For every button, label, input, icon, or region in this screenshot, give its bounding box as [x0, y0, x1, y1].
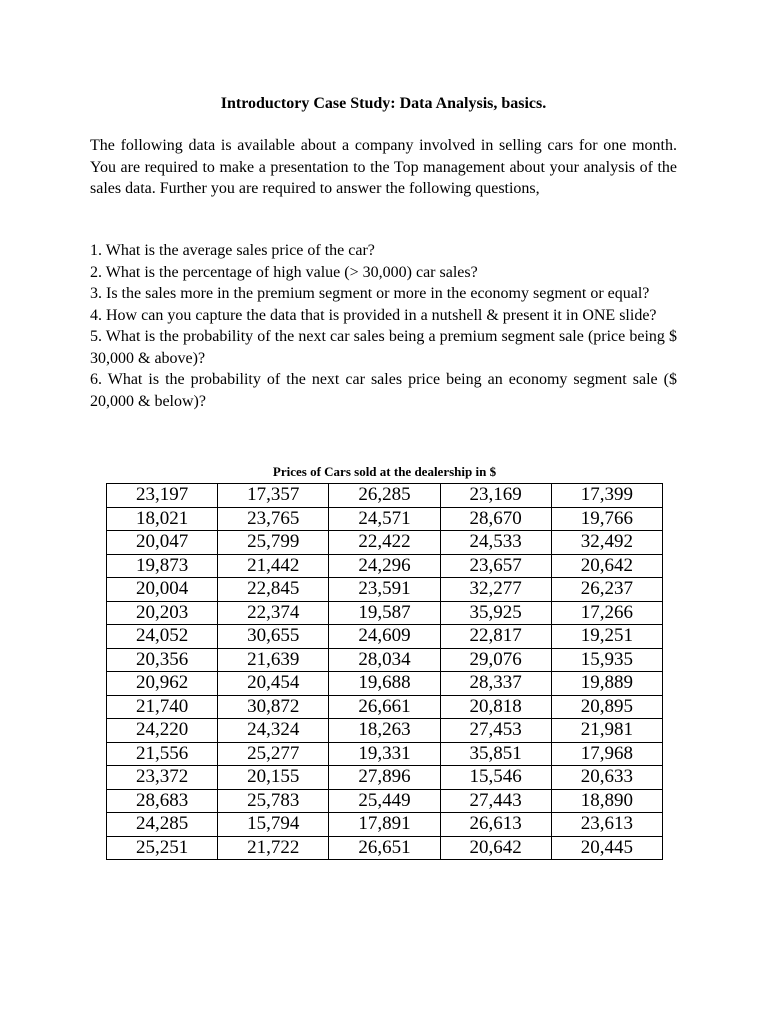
- table-row: [107, 789, 663, 813]
- price-cell: 30,872: [218, 695, 329, 719]
- price-cell: 20,356: [107, 648, 218, 672]
- price-cell: 20,155: [218, 766, 329, 790]
- price-cell: 15,546: [440, 766, 551, 790]
- price-cell: 15,794: [218, 813, 329, 837]
- price-cell: 20,962: [107, 672, 218, 696]
- price-cell: 19,251: [551, 625, 662, 649]
- price-cell: 17,968: [551, 742, 662, 766]
- price-cell: 19,688: [329, 672, 440, 696]
- question-item: 6. What is the probability of the next car sales price being an economy segment sale ($ 20,000 & below)?: [90, 371, 677, 410]
- intro-paragraph: The following data is available about a company involved in selling cars for one month. You are required to make a presentation to the Top management about your analysis of the sales data. Further you are required to answer the following questions,: [90, 137, 677, 197]
- question-item: 1. What is the average sales price of the car?: [90, 242, 375, 259]
- price-cell: 25,277: [218, 742, 329, 766]
- table-row: [107, 484, 663, 508]
- price-cell: 19,587: [329, 601, 440, 625]
- table-row: [107, 742, 663, 766]
- question-item: 5. What is the probability of the next car sales being a premium segment sale (price being $ 30,000 & above)?: [90, 328, 677, 367]
- price-cell: 15,935: [551, 648, 662, 672]
- price-cell: 29,076: [440, 648, 551, 672]
- price-cell: 25,449: [329, 789, 440, 813]
- table-row: [107, 648, 663, 672]
- price-cell: 20,445: [551, 836, 662, 860]
- table-row: [107, 836, 663, 860]
- price-cell: 25,251: [107, 836, 218, 860]
- price-cell: 24,533: [440, 531, 551, 555]
- table-row: [107, 554, 663, 578]
- price-cell: 32,492: [551, 531, 662, 555]
- price-cell: 20,047: [107, 531, 218, 555]
- price-cell: 35,851: [440, 742, 551, 766]
- table-row: [107, 578, 663, 602]
- price-cell: 20,818: [440, 695, 551, 719]
- price-cell: 28,670: [440, 507, 551, 531]
- price-cell: 35,925: [440, 601, 551, 625]
- price-cell: 17,399: [551, 484, 662, 508]
- price-cell: 25,799: [218, 531, 329, 555]
- price-cell: 18,263: [329, 719, 440, 743]
- price-cell: 23,372: [107, 766, 218, 790]
- price-cell: 20,633: [551, 766, 662, 790]
- price-cell: 21,981: [551, 719, 662, 743]
- price-cell: 17,357: [218, 484, 329, 508]
- price-cell: 17,266: [551, 601, 662, 625]
- price-cell: 20,642: [440, 836, 551, 860]
- price-cell: 22,845: [218, 578, 329, 602]
- table-row: [107, 625, 663, 649]
- price-cell: 23,591: [329, 578, 440, 602]
- price-cell: 17,891: [329, 813, 440, 837]
- price-cell: 28,683: [107, 789, 218, 813]
- price-cell: 23,197: [107, 484, 218, 508]
- price-cell: 24,324: [218, 719, 329, 743]
- price-cell: 26,613: [440, 813, 551, 837]
- price-cell: 21,442: [218, 554, 329, 578]
- price-cell: 23,169: [440, 484, 551, 508]
- table-row: [107, 507, 663, 531]
- price-cell: 23,613: [551, 813, 662, 837]
- price-cell: 20,895: [551, 695, 662, 719]
- price-cell: 19,889: [551, 672, 662, 696]
- price-cell: 20,454: [218, 672, 329, 696]
- price-cell: 23,657: [440, 554, 551, 578]
- price-cell: 20,203: [107, 601, 218, 625]
- question-item: 2. What is the percentage of high value (> 30,000) car sales?: [90, 263, 478, 281]
- price-cell: 28,337: [440, 672, 551, 696]
- table-row: [107, 695, 663, 719]
- price-cell: 26,651: [329, 836, 440, 860]
- price-cell: 28,034: [329, 648, 440, 672]
- table-row: [107, 813, 663, 837]
- price-cell: 20,642: [551, 554, 662, 578]
- price-cell: 30,655: [218, 625, 329, 649]
- question-item: 4. How can you capture the data that is provided in a nutshell & present it in ONE slide?: [90, 306, 657, 324]
- prices-table: [106, 483, 663, 860]
- price-cell: 19,331: [329, 742, 440, 766]
- price-cell: 27,896: [329, 766, 440, 790]
- price-cell: 26,285: [329, 484, 440, 508]
- price-cell: 20,004: [107, 578, 218, 602]
- price-cell: 24,052: [107, 625, 218, 649]
- price-cell: 21,639: [218, 648, 329, 672]
- price-cell: 21,556: [107, 742, 218, 766]
- price-cell: 18,890: [551, 789, 662, 813]
- price-cell: 21,722: [218, 836, 329, 860]
- price-cell: 27,443: [440, 789, 551, 813]
- price-cell: 19,873: [107, 554, 218, 578]
- question-list: [90, 240, 677, 412]
- price-cell: 24,220: [107, 719, 218, 743]
- question-item: 3. Is the sales more in the premium segment or more in the economy segment or equal?: [90, 285, 650, 302]
- table-row: [107, 531, 663, 555]
- price-cell: 21,740: [107, 695, 218, 719]
- price-cell: 25,783: [218, 789, 329, 813]
- price-cell: 24,285: [107, 813, 218, 837]
- price-cell: 24,609: [329, 625, 440, 649]
- price-cell: 22,374: [218, 601, 329, 625]
- price-cell: 19,766: [551, 507, 662, 531]
- table-row: [107, 766, 663, 790]
- document-title: Introductory Case Study: Data Analysis, basics.: [220, 95, 547, 112]
- price-cell: 22,817: [440, 625, 551, 649]
- price-cell: 26,237: [551, 578, 662, 602]
- price-cell: 24,571: [329, 507, 440, 531]
- table-row: [107, 719, 663, 743]
- price-cell: 23,765: [218, 507, 329, 531]
- price-cell: 32,277: [440, 578, 551, 602]
- price-cell: 26,661: [329, 695, 440, 719]
- price-cell: 22,422: [329, 531, 440, 555]
- table-row: [107, 672, 663, 696]
- price-cell: 27,453: [440, 719, 551, 743]
- table-caption: Prices of Cars sold at the dealership in $: [272, 464, 497, 479]
- price-cell: 24,296: [329, 554, 440, 578]
- price-cell: 18,021: [107, 507, 218, 531]
- prices-table-body: [107, 484, 663, 860]
- table-row: [107, 601, 663, 625]
